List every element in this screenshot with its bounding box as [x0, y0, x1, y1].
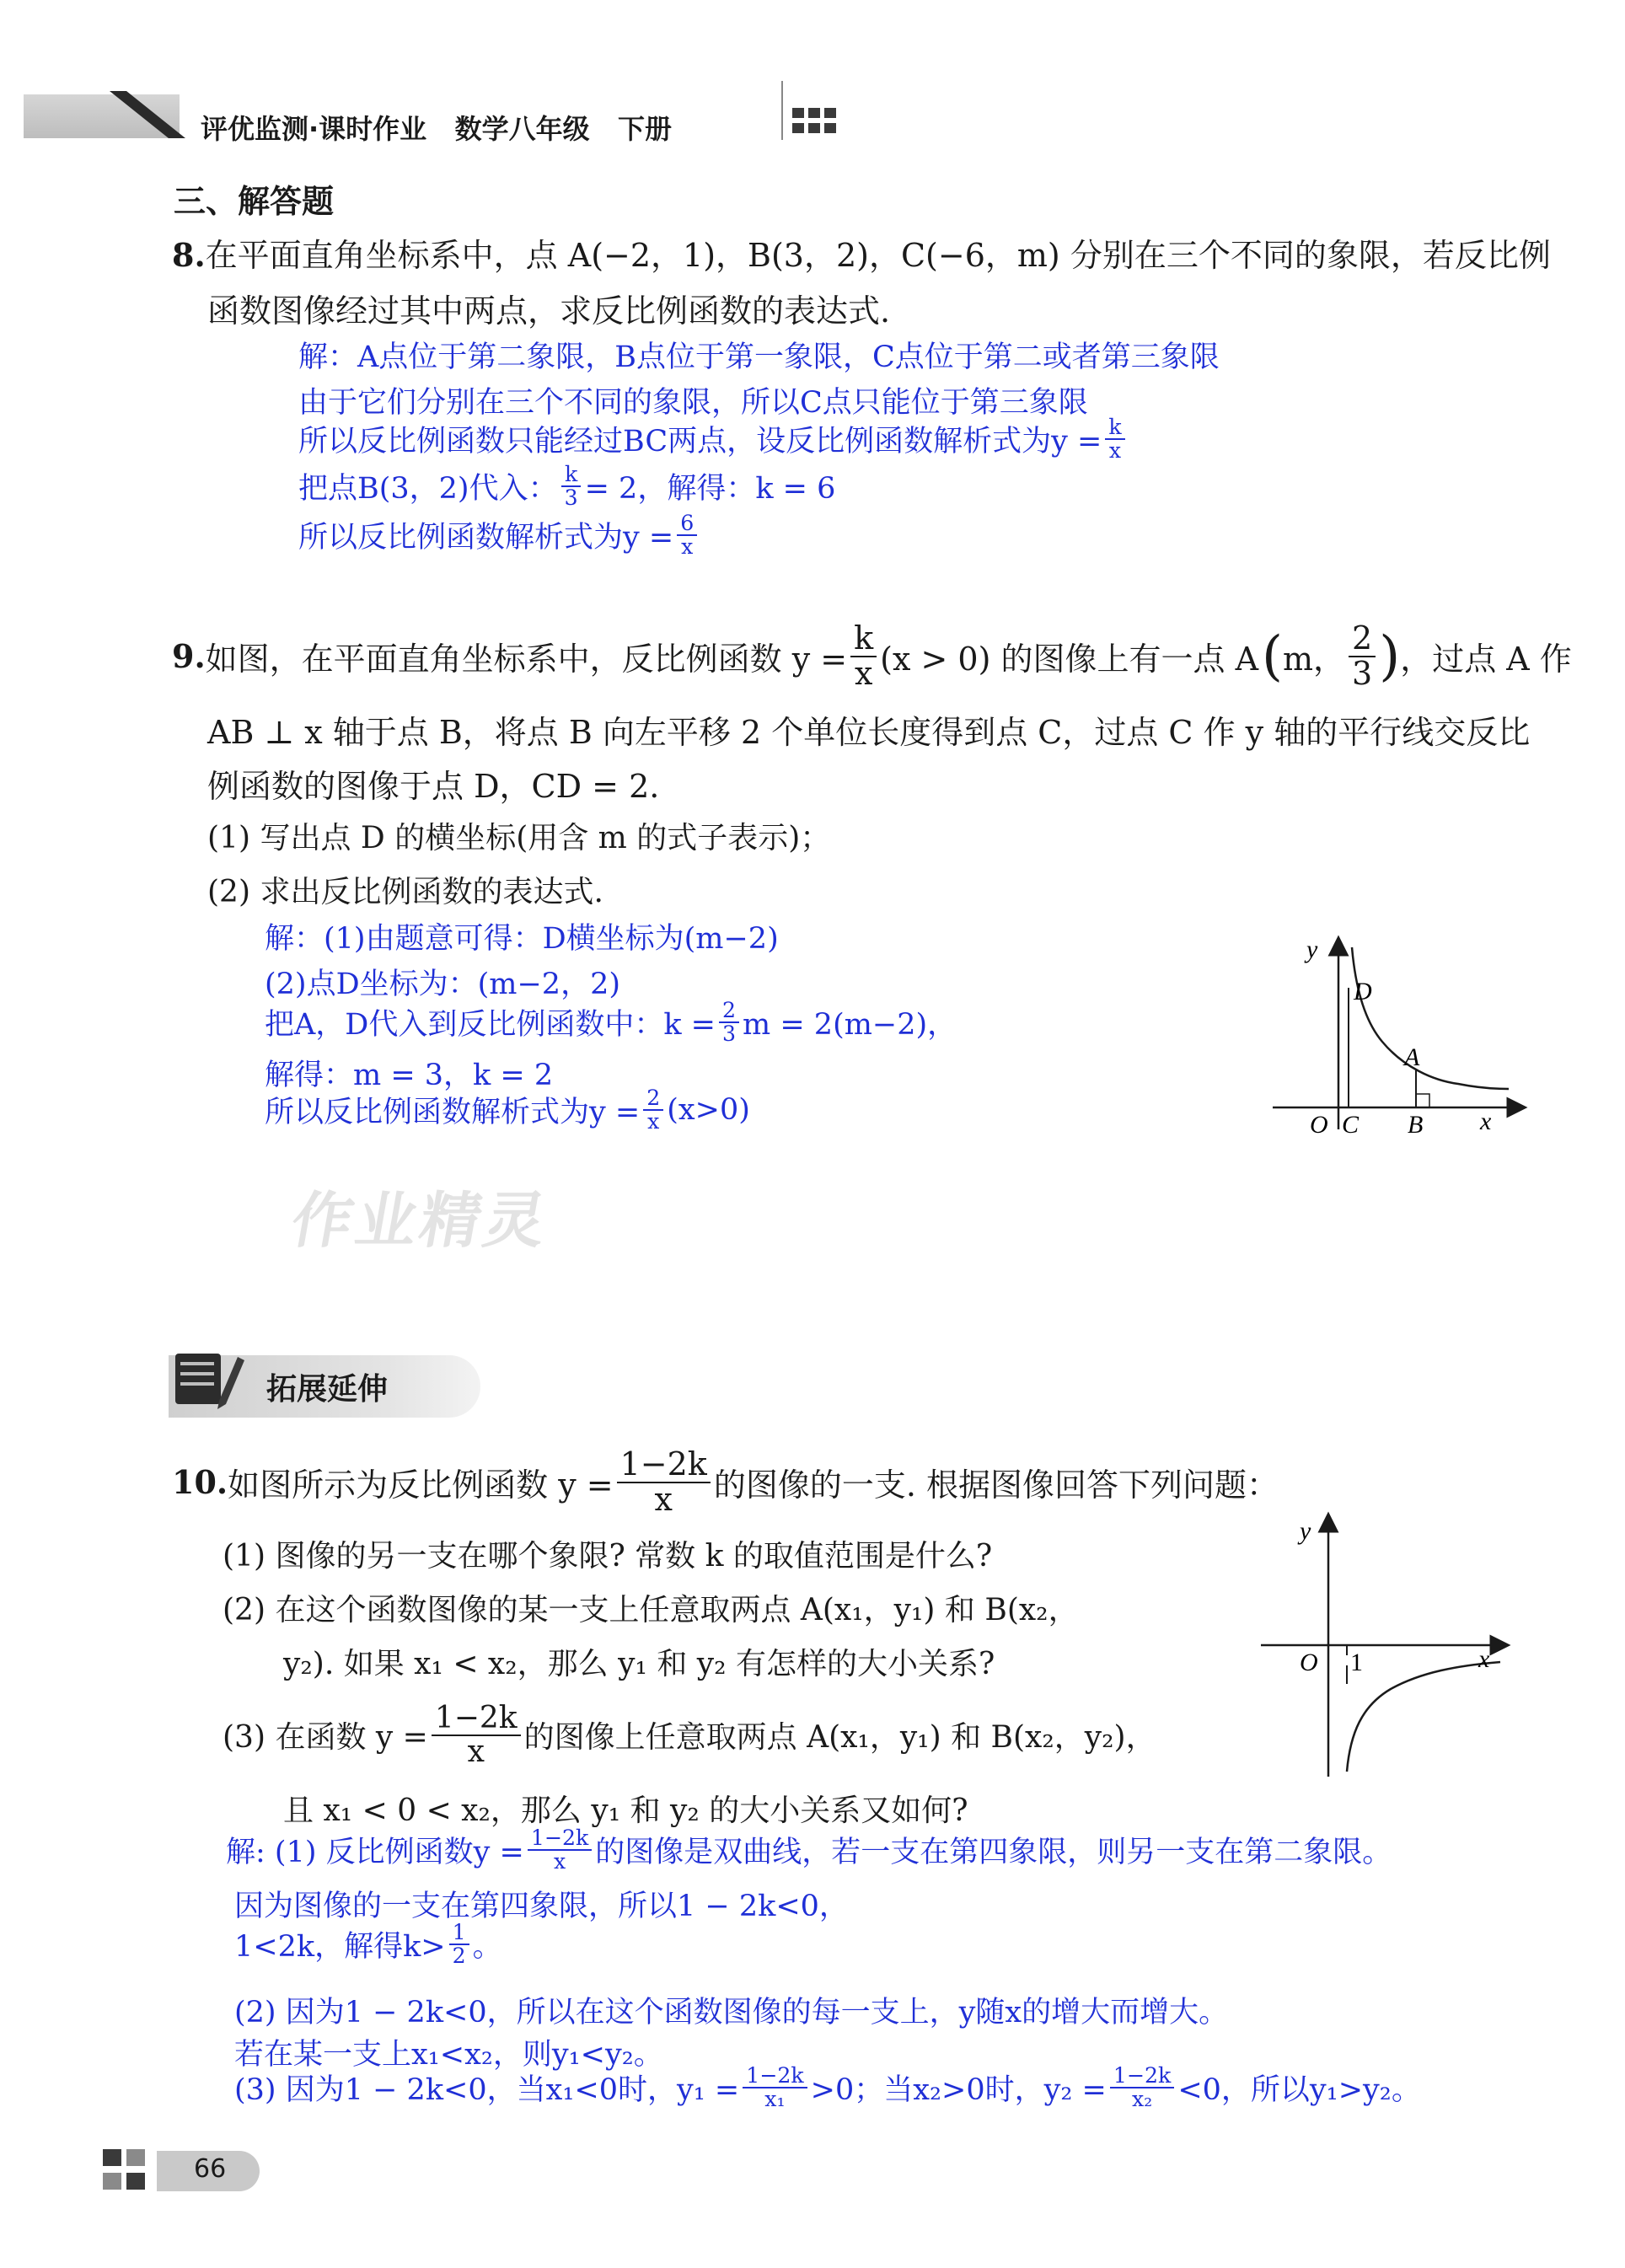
q9-answer-line5: 所以反比例函数解析式为y = $\frac{2}{x}$ (x>0) [265, 1086, 750, 1134]
q10-line1: 10. 如图所示为反比例函数 y = $\frac{1-2k}{x}$ 的图像的一支. 根据图像回答下列问题： [172, 1445, 1279, 1518]
notebook-pencil-icon [169, 1347, 246, 1411]
q9-answer-line1: 解：(1)由题意可得：D横坐标为(m−2) [265, 922, 779, 956]
q8-answer-line1: 解：A点位于第二象限，B点位于第一象限，C点位于第二或者第三象限 [298, 340, 1220, 374]
q9-hyperbola-curve [1352, 947, 1509, 1089]
q10-sub1: (1) 图像的另一支在哪个象限? 常数 k 的取值范围是什么? [223, 1539, 993, 1574]
page-number: 66 [194, 2154, 227, 2184]
q10-answer-line1: 解: (1) 反比例函数y = $\frac{1-2k}{x}$ 的图像是双曲线，若一支在第四象限，则另一支在第二象限。 [226, 1826, 1392, 1874]
section-title-extend: 拓展延伸 [266, 1372, 389, 1407]
q9-answer-line4: 解得：m = 3，k = 2 [265, 1059, 554, 1092]
header-divider [781, 81, 783, 140]
q9-label-a: A [1404, 1043, 1420, 1071]
watermark: 作业精灵 [286, 1185, 555, 1256]
q10-answer-line4: (2) 因为1 − 2k<0，所以在这个函数图像的每一支上，y随x的增大而增大。 [234, 1996, 1229, 2029]
q9-label-d: D [1354, 978, 1372, 1005]
q9-label-o: O [1310, 1111, 1328, 1138]
q10-label-x: x [1478, 1645, 1490, 1673]
q10-sub3-line2: 且 x₁ < 0 < x₂，那么 y₁ 和 y₂ 的大小关系又如何? [283, 1793, 968, 1828]
q10-sub3-line1: (3) 在函数 y = $\frac{1-2k}{x}$ 的图像上任意取两点 A(x₁，y₁) 和 B(x₂，y₂)， [223, 1701, 1156, 1769]
q10-label-one: 1 [1350, 1649, 1363, 1676]
q9-sub1: (1) 写出点 D 的横坐标(用含 m 的式子表示)； [207, 821, 831, 855]
q10-label-y: y [1300, 1517, 1311, 1545]
q10-answer-line6: (3) 因为1 − 2k<0，当x₁<0时，y₁ = $\frac{1-2k}{\text{x₁}}$ >0；当x₂>0时，y₂ = $\frac{1-2k}{\text{x₂}}$ <0，所以y₁>y₂。 [234, 2063, 1421, 2112]
header-slash-icon [110, 91, 185, 142]
q9-line1: 9. 如图，在平面直角坐标系中，反比例函数 y = $\frac{k}{x}$ (x > 0) 的图像上有一点 A ( m， $\frac{2}{3}$ ) ，过点 A 作 [172, 619, 1572, 692]
q8-answer-line2: 由于它们分别在三个不同的象限，所以C点只能位于第三象限 [298, 386, 1088, 420]
q10-hyperbola-curve [1347, 1662, 1500, 1772]
header-grid-icon [792, 108, 839, 138]
header-title: 评优监测·课时作业 数学八年级 下册 [201, 113, 673, 145]
q10-label-o: O [1300, 1649, 1318, 1676]
q10-answer-line2: 因为图像的一支在第四象限，所以1 − 2k<0， [234, 1890, 849, 1923]
q9-label-c: C [1342, 1111, 1360, 1138]
q8-answer-line3: 所以反比例函数只能经过BC两点，设反比例函数解析式为y = $\frac{k}{x}$ [298, 416, 1129, 463]
q10-graph [1256, 1505, 1517, 1792]
q8-answer-line4: 把点B(3，2)代入： $\frac{k}{3}$ = 2，解得：k = 6 [298, 462, 836, 511]
q8-line1: 8.在平面直角坐标系中，点 A(−2，1)，B(3，2)，C(−6，m) 分别在三个不同的象限，若反比例 [172, 236, 1551, 274]
q8-answer-line5: 所以反比例函数解析式为y = $\frac{6}{x}$ [298, 512, 700, 559]
q9-label-y: y [1306, 936, 1318, 963]
q10-sub2-line2: y₂). 如果 x₁ < x₂，那么 y₁ 和 y₂ 有怎样的大小关系? [283, 1647, 995, 1681]
q9-graph [1264, 927, 1534, 1138]
q10-sub2-line1: (2) 在这个函数图像的某一支上任意取两点 A(x₁，y₁) 和 B(x₂， [223, 1593, 1079, 1627]
footer-grid-icon [103, 2149, 153, 2193]
q9-answer-line2: (2)点D坐标为：(m−2，2) [265, 968, 621, 1001]
q9-line3: 例函数的图像于点 D，CD = 2. [207, 768, 660, 805]
q9-answer-line3: 把A，D代入到反比例函数中：k = $\frac{2}{3}$ m = 2(m−2)， [265, 998, 957, 1047]
q10-answer-line3: 1<2k，解得k> $\frac{1}{2}$ 。 [234, 1920, 502, 1969]
q8-line2: 函数图像经过其中两点，求反比例函数的表达式. [207, 292, 891, 330]
q9-sub2: (2) 求出反比例函数的表达式. [207, 875, 603, 909]
q9-label-x: x [1480, 1107, 1492, 1135]
q9-label-b: B [1408, 1111, 1424, 1138]
q10-answer-line5: 若在某一支上x₁<x₂，则y₁<y₂。 [234, 2038, 663, 2072]
section-title-solve: 三、解答题 [174, 183, 335, 220]
q9-line2: AB ⊥ x 轴于点 B，将点 B 向左平移 2 个单位长度得到点 C，过点 C 作 y 轴的平行线交反比 [207, 714, 1531, 751]
q9-right-angle-mark [1416, 1094, 1429, 1107]
